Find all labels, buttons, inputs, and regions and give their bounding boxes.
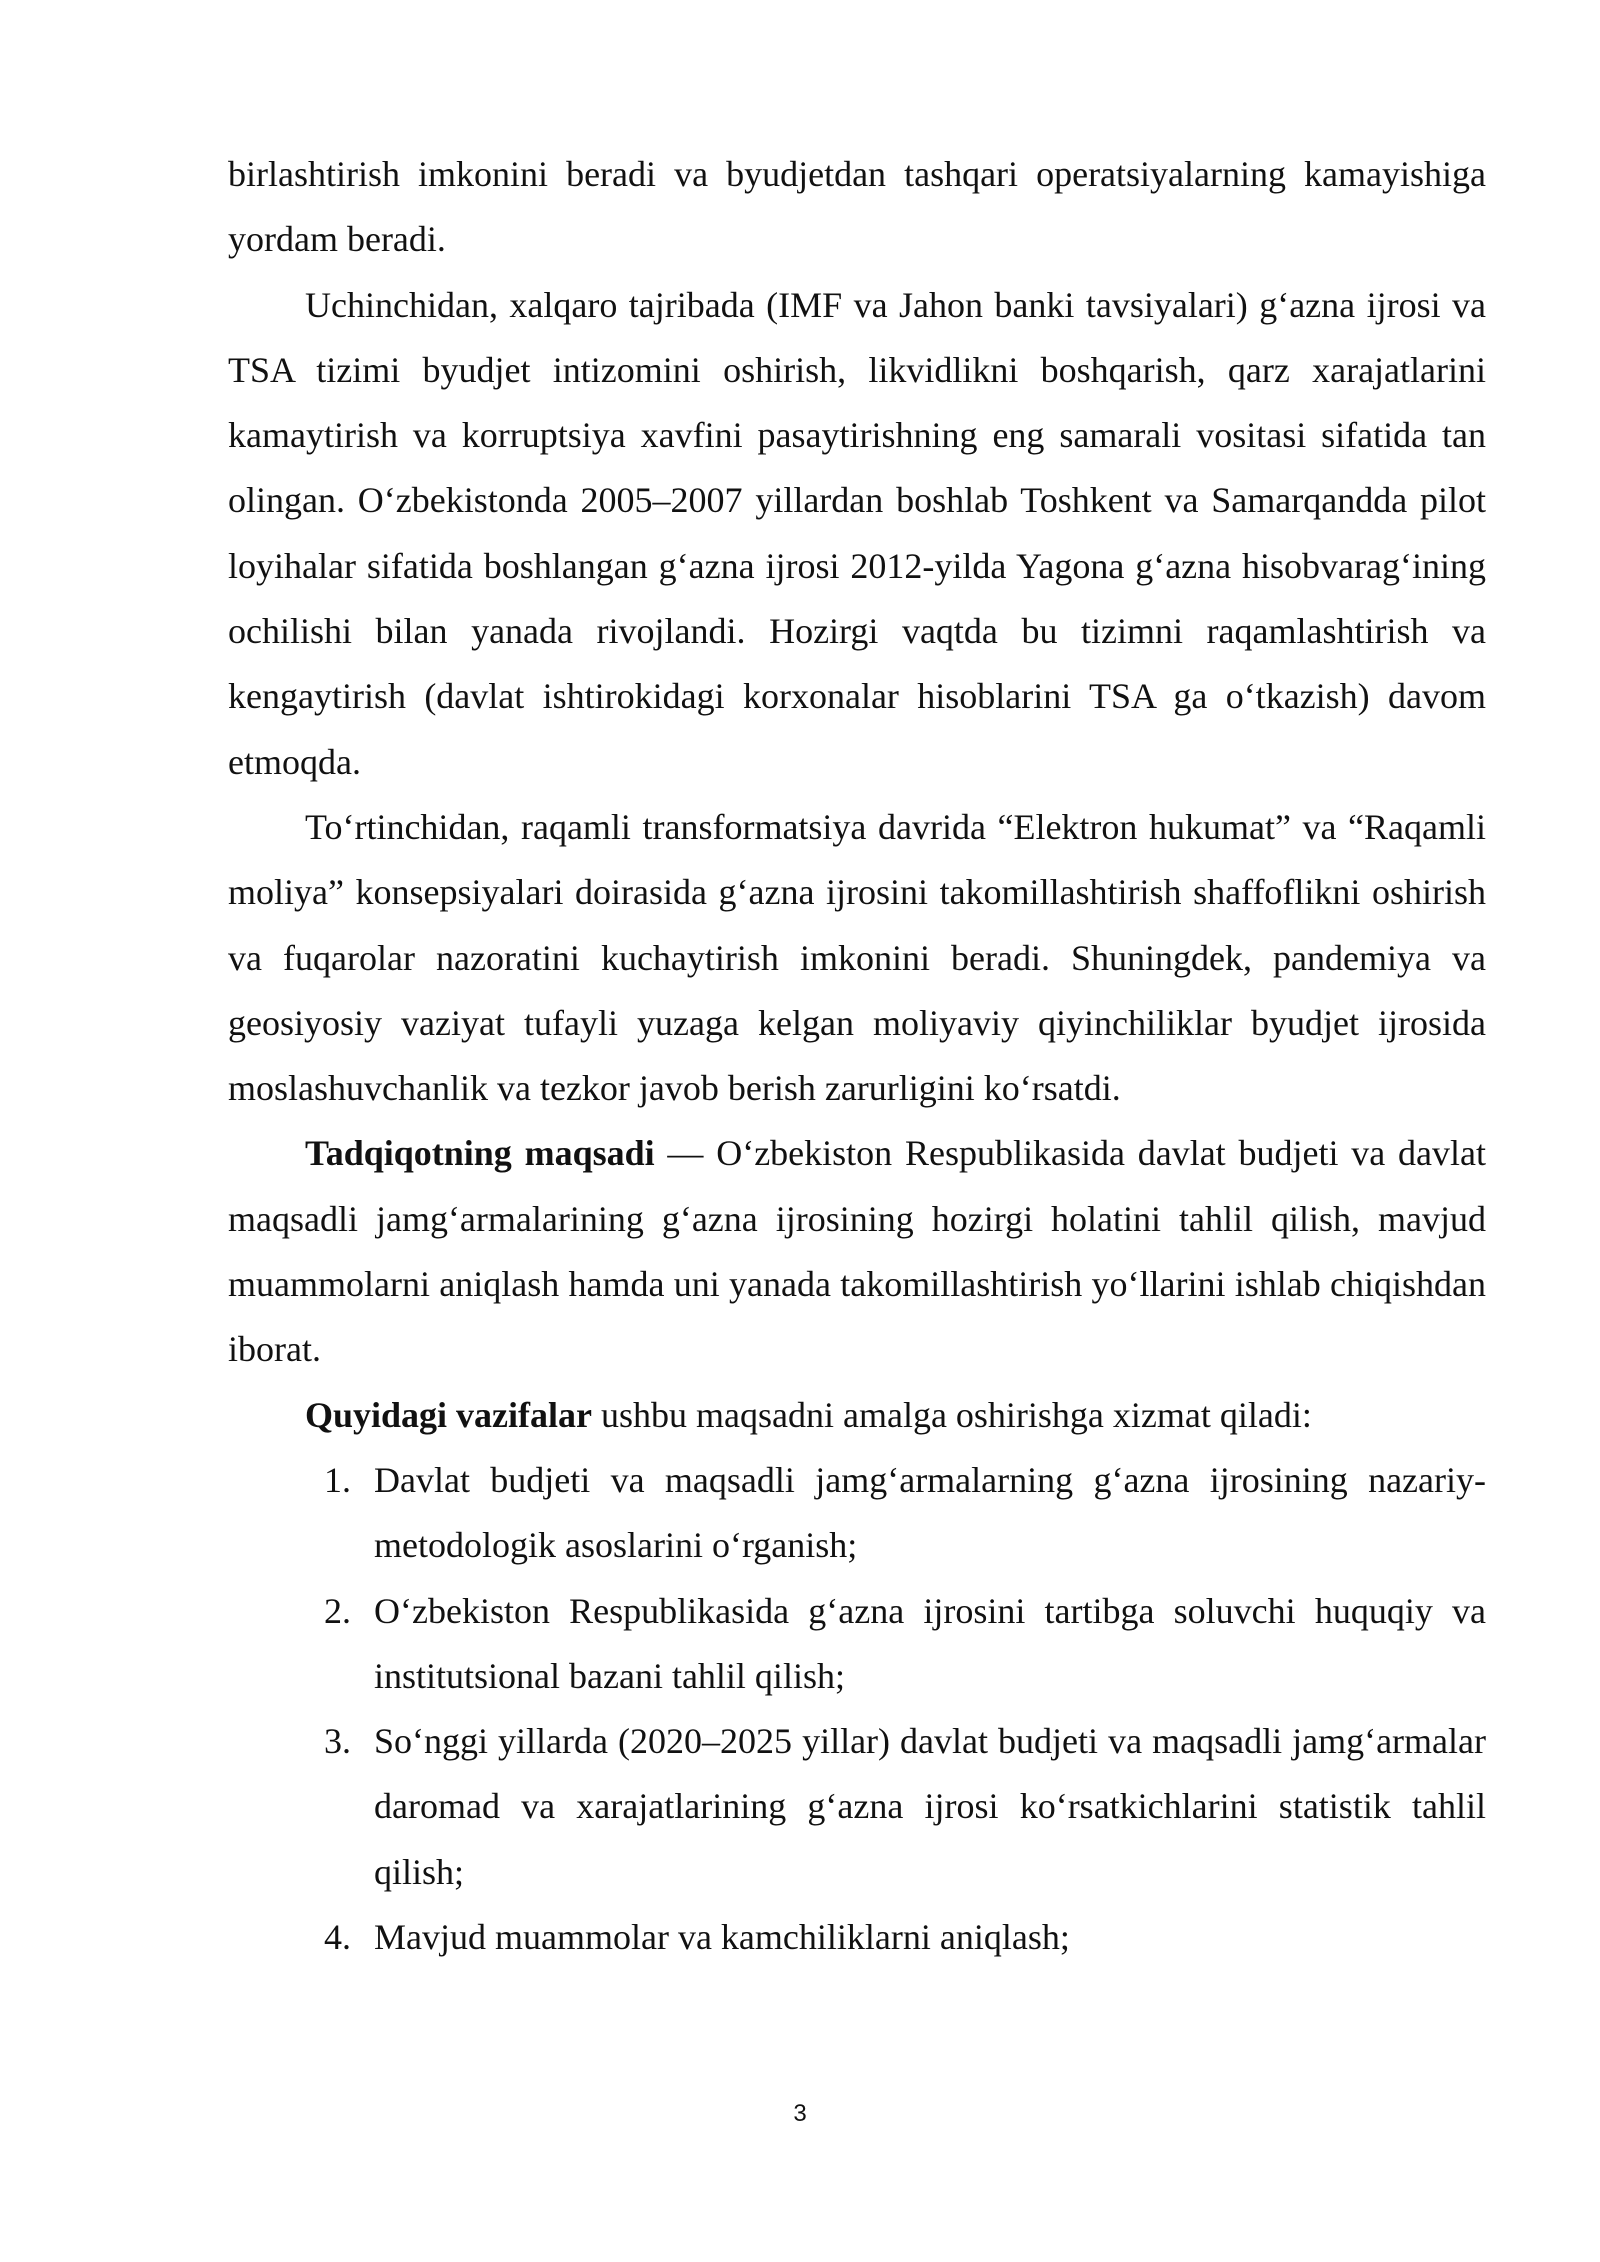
list-item-number: 2. (324, 1590, 351, 1631)
list-item-number: 1. (324, 1459, 351, 1500)
list-item-number: 4. (324, 1917, 351, 1958)
tasks-intro-text: ushbu maqsadni amalga oshirishga xizmat qiladi: (592, 1394, 1312, 1435)
paragraph-third-point: Uchinchidan, xalqaro tajribada (IMF va Jahon banki tavsiyalari) g‘azna ijrosi va TSA tizimi byudjet intizomini oshirish, likvidlikni boshqarish, qarz xarajatlarini kamaytirish va korruptsiya xavfini pasaytirishning eng samarali vositasi sifatida tan olingan. O‘zbekistonda 2005–2007 yillardan boshlab Toshkent va Samarqandda pilot loyihalar sifatida boshlangan g‘azna ijrosi 2012-yilda Yagona g‘azna hisobvarag‘ining ochilishi bilan yanada rivojlandi. Hozirgi vaqtda bu tizimni raqamlashtirish va kengaytirish (davlat ishtirokidagi korxonalar hisoblarini TSA ga o‘tkazish) davom etmoqda. (228, 284, 1486, 782)
research-goal-text: — O‘zbekiston Respublikasida davlat budjeti va davlat maqsadli jamg‘armalarining g‘azna ijrosining hozirgi holatini tahlil qilish, mavjud muammolarni aniqlash hamda uni yanada takomillashtirish yo‘llarini ishlab chiqishdan iborat. (228, 1133, 1486, 1370)
paragraph-continuation: birlashtirish imkonini beradi va byudjetdan tashqari operatsiyalarning kamayishiga yordam beradi. (228, 154, 1486, 260)
list-item-text: Davlat budjeti va maqsadli jamg‘armalarning g‘azna ijrosining nazariy-metodologik asoslarini o‘rganish; (374, 1459, 1486, 1566)
task-list (228, 1448, 1486, 1970)
list-item-number: 3. (324, 1721, 351, 1762)
paragraph-fourth-point: To‘rtinchidan, raqamli transformatsiya davrida “Elektron hukumat” va “Raqamli moliya” konsepsiyalari doirasida g‘azna ijrosini takomillashtirish shaffoflikni oshirish va fuqarolar nazoratini kuchaytirish imkonini beradi. Shuningdek, pandemiya va geosiyosiy vaziyat tufayli yuzaga kelgan moliyaviy qiyinchiliklar byudjet ijrosida moslashuvchanlik va tezkor javob berish zarurligini ko‘rsatdi. (228, 806, 1486, 1109)
list-item-text: Mavjud muammolar va kamchiliklarni aniqlash; (374, 1917, 1070, 1958)
list-item (228, 1905, 1486, 1970)
paragraph-research-goal (228, 1121, 1486, 1382)
document-page (228, 142, 1486, 1970)
list-item (228, 1709, 1486, 1905)
list-item (228, 1579, 1486, 1710)
research-goal-label: Tadqiqotning maqsadi (305, 1133, 655, 1174)
page-number: 3 (793, 2100, 807, 2127)
tasks-label: Quyidagi vazifalar (305, 1394, 592, 1435)
list-item-text: So‘nggi yillarda (2020–2025 yillar) davlat budjeti va maqsadli jamg‘armalar daromad va xarajatlarining g‘azna ijrosi ko‘rsatkichlarini statistik tahlil qilish; (374, 1721, 1486, 1892)
paragraph-tasks-intro (228, 1383, 1486, 1448)
list-item (228, 1448, 1486, 1579)
list-item-text: O‘zbekiston Respublikasida g‘azna ijrosini tartibga soluvchi huquqiy va institutsional bazani tahlil qilish; (374, 1590, 1486, 1696)
